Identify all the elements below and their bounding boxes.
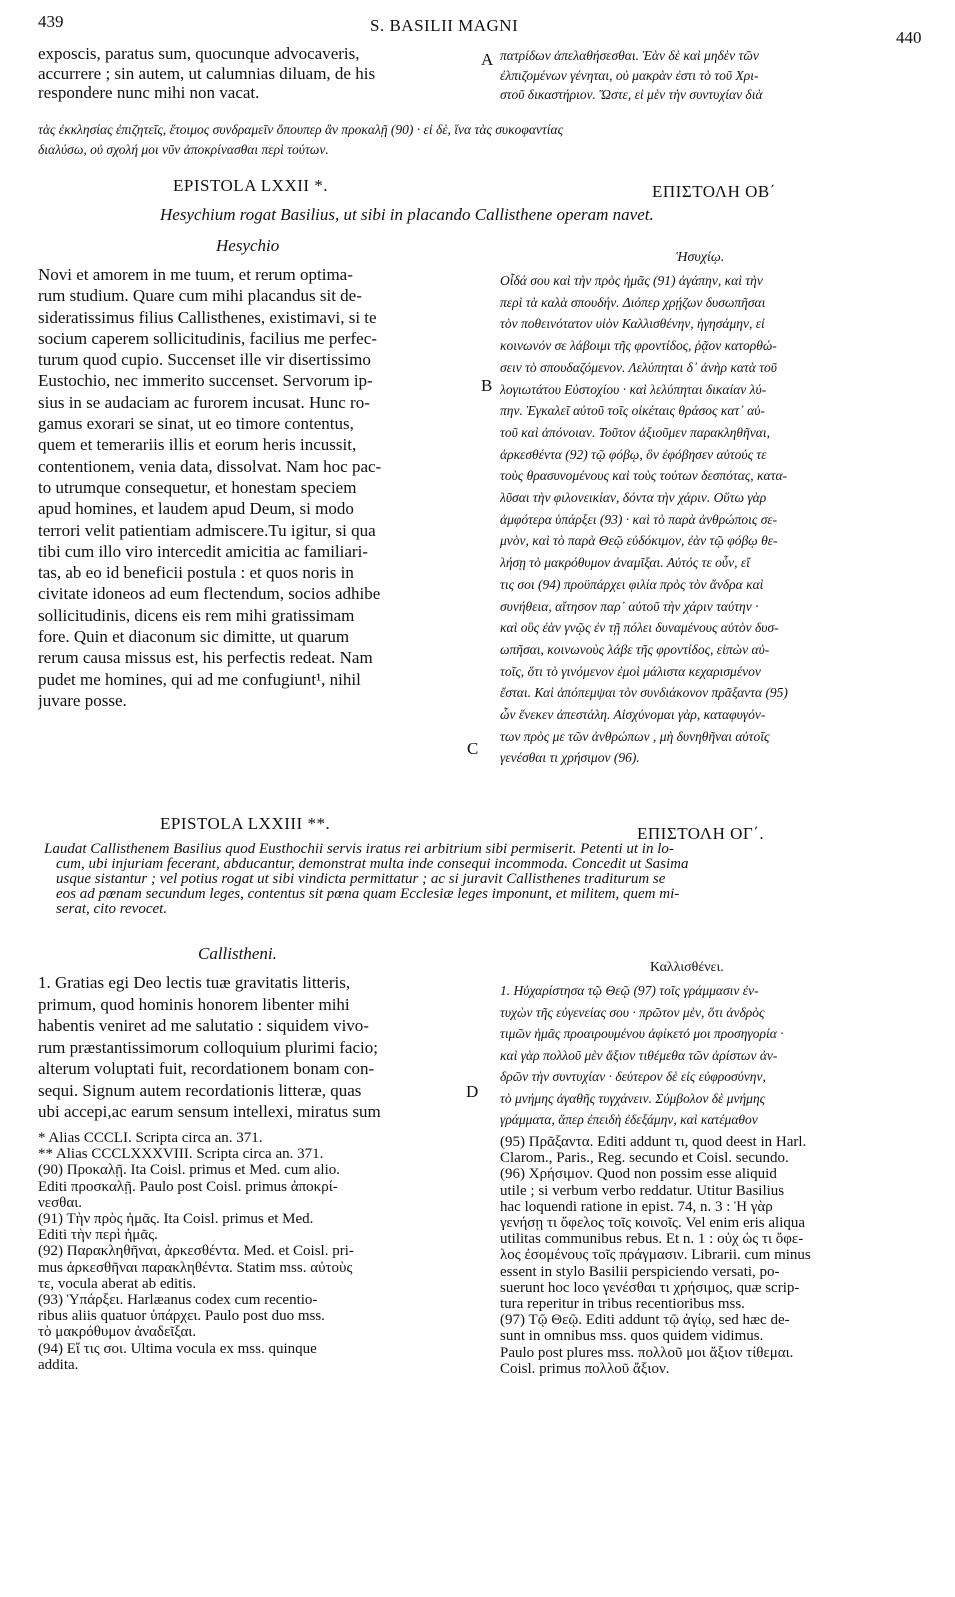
text-line: sideratissimus filius Callisthenes, existimavi, si te: [38, 307, 377, 327]
footnote-line: Paulo post plures mss. πολλοῦ μοι ἄξιον τίθεμαι.: [500, 1344, 794, 1361]
footnote-line: τε, vocula aberat ab editis.: [38, 1275, 197, 1292]
footnote-line: addita.: [38, 1356, 79, 1373]
text-line: γράμματα, ἅπερ ἐπειδὴ ἐδεξάμην, καὶ κατέμαθον: [500, 1112, 758, 1127]
footnote-line: (93) Ὑπάρξει. Harlæanus codex cum recentio-: [38, 1292, 318, 1309]
margin-letter-d: D: [466, 1082, 479, 1101]
footnotes-left: [38, 1130, 478, 1373]
epistola-72-heading-greek: ΕΠΙΣΤΟΛΗ ΟΒ΄: [652, 182, 776, 201]
text-line: Laudat Callisthenem Basilius quod Eusthochii servis iratus rei arbitrium sibi permiserit. Petenti ut in lo-: [44, 842, 674, 857]
epistola-72-summary: Hesychium rogat Basilius, ut sibi in placando Callisthene operam navet.: [160, 205, 654, 224]
footnote-line: (96) Χρήσιμον. Quod non possim esse aliquid: [500, 1166, 777, 1183]
text-line: περὶ τὰ καλὰ σπουδήν. Διόπερ χρῄζων δυσωπῆσαι: [500, 294, 766, 310]
epistola-72-heading-latin: EPISTOLA LXXII *.: [173, 176, 329, 195]
text-line: terrori velit patientiam admiscere.Tu igitur, si qua: [38, 520, 376, 540]
text-line: rum præstantissimorum colloquium plurimi facio;: [38, 1037, 378, 1057]
text-line: τοὺς θρασυνομένους καὶ τοὺς τούτων δεσπότας, κατα-: [500, 468, 788, 484]
text-line: turum quod cupio. Succenset ille vir disertissimo: [38, 350, 371, 370]
footnote-line: sunt in omnibus mss. quos quidem vidimus.: [500, 1328, 764, 1345]
footnote-line: Editi τὴν περὶ ἡμᾶς.: [38, 1227, 158, 1244]
footnote-line: (92) Παρακληθῆναι, ἀρκεσθέντα. Med. et Coisl. pri-: [38, 1243, 354, 1260]
footnote-line: (91) Τὴν πρὸς ἡμᾶς. Ita Coisl. primus et Med.: [38, 1211, 314, 1228]
text-line: serat, cito revocet.: [56, 902, 168, 917]
footnote-line: utilitas communibus rebus. Et n. 1 : οὐχ ὡς τι ὄφε-: [500, 1231, 804, 1248]
footnote-line: λος ἐσομένους τοῖς πράγμασιν. Librarii. cum minus: [500, 1247, 811, 1264]
text-line: σειν τὸ σπουδαζόμενον. Λελύπηται δ᾽ ἀνὴρ κατὰ τοῦ: [500, 359, 777, 375]
text-line: τὸ μνήμης ἀγαθῆς τυγχάνειν. Σύμβολον δὲ μνήμης: [500, 1090, 766, 1106]
footnote-line: (94) Εἴ τις σοι. Ultima vocula ex mss. quinque: [38, 1340, 317, 1357]
footnotes-right: [500, 1134, 930, 1377]
epistola-73-heading-latin: EPISTOLA LXXIII **.: [160, 814, 331, 833]
epistola-73-addressee-greek: Καλλισθένει.: [650, 960, 724, 975]
text-line: civitate idoneos ad eum flectendum, socios adhibe: [38, 584, 381, 604]
epistola-73-addressee-latin: Callistheni.: [198, 944, 277, 963]
text-line: δρῶν τὴν συντυχίαν · δεύτερον δὲ εἰς εὐφροσύνην,: [500, 1069, 766, 1084]
text-line: usque sistantur ; vel potius rogat ut sibi vindicta permittatur ; ac si juravit Callisthenes traditurum se: [56, 872, 666, 887]
footnote-line: γενήσῃ τι ὄφελος τοῖς κοινοῖς. Vel enim eris aliqua: [500, 1215, 806, 1232]
text-line: Οἶδά σου καὶ τὴν πρὸς ἡμᾶς (91) ἀγάπην, καὶ τὴν: [500, 273, 763, 288]
text-line: τὸν ποθεινότατον υἱὸν Καλλισθένην, ἡγησάμην, εἰ: [500, 316, 765, 332]
text-line: cum, ubi injuriam fecerant, abducantur, demonstrat multa inde consequi incommoda. Concedit ut Sasima: [56, 857, 689, 872]
text-line: ἀρκεσθέντα (92) τῷ φόβῳ, ὃν ἐφόβησεν αὐτούς τε: [500, 446, 767, 462]
text-line: rerum causa missus est, his perfectis redeat. Nam: [38, 648, 373, 668]
text-line: 1. Ηὐχαρίστησα τῷ Θεῷ (97) τοῖς γράμμασιν ἐν-: [500, 983, 759, 998]
text-line: tas, ab eo id beneficii postula : et quos noris in: [38, 563, 354, 583]
epistola-72-latin-text: [38, 264, 478, 711]
text-line: socium caperem sollicitudinis, facilius me perfec-: [38, 328, 377, 348]
text-line: to utrumque consequetur, et honestam speciem: [38, 477, 357, 497]
text-line: γενέσθαι τι χρήσιμον (96).: [500, 750, 640, 766]
text-line: τοῖς, ὅτι τὸ γινόμενον ἐμοὶ μάλιστα κεχαρισμένον: [500, 663, 761, 679]
text-line: Eustochio, nec immerito succenset. Servorum ip-: [38, 371, 373, 391]
text-line: habentis veniret ad me salutatio : siquidem vivo-: [38, 1016, 369, 1035]
epistola-73-latin-text: [38, 972, 478, 1123]
text-line: Novi et amorem in me tuum, et rerum optima-: [38, 265, 353, 284]
text-line: sollicitudinis, dicens eis rem mihi gratissimam: [38, 605, 355, 625]
text-line: alterum voluptati fuit, recordationem bonam con-: [38, 1059, 375, 1078]
page-number-right: 440: [896, 28, 922, 47]
footnote-line: suerunt hoc loco γενέσθαι τι χρήσιμος, quæ scrip-: [500, 1279, 800, 1296]
footnote-line: mus ἀρκεσθῆναι παρακληθέντα. Statim mss. αὐτοὺς: [38, 1259, 353, 1276]
text-line: ἀμφότερα ὑπάρξει (93) · καὶ τὸ παρὰ ἀνθρώποις σε-: [500, 511, 778, 527]
footnote-line: hac loquendi ratione in epist. 74, n. 3 : Ἡ γὰρ: [500, 1198, 773, 1215]
text-line: gamus exorari se sinat, ut eo timore contentus,: [38, 414, 354, 434]
text-line: κοινωνόν σε λάβοιμι τῆς φροντίδος, ῥᾷον κατορθώ-: [500, 338, 777, 354]
footnote-line: * Alias CCCLI. Scripta circa an. 371.: [38, 1130, 263, 1146]
text-line: πατρίδων ἀπελαθήσεσθαι. Ἐὰν δὲ καὶ μηδὲν τῶν: [500, 48, 759, 63]
text-line: ἔσται. Καὶ ἀπόπεμψαι τὸν συνδιάκονον πρᾶξαντα (95): [500, 685, 788, 701]
text-line: καὶ γὰρ πολλοῦ μὲν ἄξιον τιθέμεθα τῶν ἀρίστων ἀν-: [500, 1047, 778, 1063]
text-line: fore. Quin et diaconum sic dimitte, ut quarum: [38, 627, 350, 647]
footnote-line: essent in stylo Basilii perspiciendo versati, po-: [500, 1263, 780, 1280]
text-line: λῦσαι τὴν φιλονεικίαν, δόντα τὴν χάριν. Οὕτω γὰρ: [500, 490, 767, 506]
text-line: sequi. Signum autem recordationis litteræ, quas: [38, 1080, 362, 1100]
text-line: τιμῶν ἡμᾶς προαιρουμένου ἀφίκετό μοι προσηγορία ·: [500, 1026, 784, 1041]
page-number-left: 439: [38, 12, 64, 31]
footnote-line: Clarom., Paris., Reg. secundo et Coisl. secundo.: [500, 1150, 789, 1167]
footnote-line: τὸ μακρόθυμον ἀναδεῖξαι.: [38, 1324, 197, 1341]
text-line: apud homines, et laudem apud Deum, si modo: [38, 499, 354, 519]
text-line: juvare posse.: [38, 690, 127, 710]
text-line: respondere nunc mihi non vacat.: [38, 83, 260, 102]
epistola-73-greek-text: [500, 980, 930, 1131]
footnote-line: Editi προσκαλῇ. Paulo post Coisl. primus ἀποκρί-: [38, 1178, 338, 1195]
running-title: S. BASILII MAGNI: [370, 16, 519, 35]
epistola-72-greek-text: [500, 270, 930, 769]
text-line: διαλύσω, οὐ σχολή μοι νῦν ἀποκρίνασθαι περὶ τούτων.: [38, 141, 329, 157]
text-line: τὰς ἐκκλησίας ἐπιζητεῖς, ἕτοιμος συνδραμεῖν ὅπουπερ ἂν προκαλῇ (90) · εἰ δὲ, ἵνα τὰς συκοφαντίας: [38, 122, 564, 137]
text-line: sius in se audaciam ac furorem incusat. Hunc ro-: [38, 392, 370, 412]
text-line: exposcis, paratus sum, quocunque advocaveris,: [38, 44, 360, 63]
text-line: καὶ οὓς ἐὰν γνῷς ἐν τῇ πόλει δυναμένους αὐτὸν δυσ-: [500, 620, 779, 636]
epistola-73-heading-greek: ΕΠΙΣΤΟΛΗ ΟΓ΄.: [637, 824, 765, 843]
text-line: ὧν ἕνεκεν ἀπεστάλη. Αἰσχύνομαι γὰρ, καταφυγόν-: [500, 707, 766, 723]
text-line: quem et temerariis illis et eorum heris incussit,: [38, 435, 357, 455]
text-line: λογιωτάτου Εὐστοχίου · καὶ λελύπηται δικαίαν λύ-: [500, 381, 767, 397]
text-line: των πρὸς με τῶν ἀνθρώπων , μὴ δυνηθῆναι αὐτοῖς: [500, 728, 770, 744]
text-line: 1. Gratias egi Deo lectis tuæ gravitatis litteris,: [38, 973, 351, 992]
text-line: primum, quod hominis honorem libenter mihi: [38, 994, 350, 1014]
footnote-line: (95) Πρᾶξαντα. Editi addunt τι, quod deest in Harl.: [500, 1134, 807, 1150]
text-line: ἐλπιζομένων γένηται, οὐ μακρὰν ἐστι τὸ τοῦ Χρι-: [500, 67, 759, 83]
text-line: contentionem, venia data, dissolvat. Nam hoc pac-: [38, 456, 382, 476]
text-line: μνὸν, καὶ τὸ παρὰ Θεῷ εὐδόκιμον, ἐὰν τῷ φόβῳ θε-: [500, 533, 778, 549]
footnote-line: tura reperitur in tribus recentioribus mss.: [500, 1296, 745, 1313]
text-line: τις σοι (94) προϋπάρχει φιλία πρὸς τὸν ἄνδρα καὶ: [500, 576, 764, 592]
footnote-line: (90) Προκαλῇ. Ita Coisl. primus et Med. cum alio.: [38, 1162, 341, 1179]
epistola-72-addressee-greek: Ἡσυχίῳ.: [676, 250, 725, 265]
text-line: accurrere ; sin autem, ut calumnias diluam, de his: [38, 63, 376, 83]
top-greek-right-block: [500, 46, 930, 105]
footnote-line: ** Alias CCCLXXXVIII. Scripta circa an. 371.: [38, 1146, 324, 1163]
top-latin-block: [38, 44, 478, 103]
text-line: τοῦ καὶ ἀπόνοιαν. Τοῦτον ἀξιοῦμεν παρακληθῆναι,: [500, 424, 770, 440]
margin-letter-c: C: [467, 739, 479, 758]
footnote-line: utile ; si verbum verbo reddatur. Utitur Basilius: [500, 1182, 785, 1199]
text-line: tibi cum illo viro intercedit amicitia ac familiari-: [38, 541, 368, 561]
text-line: rum studium. Quare cum mihi placandus sit de-: [38, 286, 362, 306]
text-line: ubi accepi,ac earum sensum intellexi, miratus sum: [38, 1102, 381, 1121]
epistola-72-addressee-latin: Hesychio: [216, 236, 280, 255]
text-line: eos ad pœnam secundum leges, contentus sit pœna quam Ecclesiæ leges imponunt, et militem, quem mi-: [56, 887, 680, 902]
text-line: στοῦ δικαστήριον. Ὥστε, εἰ μὲν τὴν συντυχίαν διὰ: [500, 87, 763, 102]
margin-letter-a: A: [481, 50, 494, 69]
footnote-line: Coisl. primus πολλοῦ ἄξιον.: [500, 1360, 670, 1377]
footnote-line: (97) Τῷ Θεῷ. Editi addunt τῷ ἁγίῳ, sed hæc de-: [500, 1312, 790, 1329]
text-line: λήσῃ τὸ μακρόθυμον ἀναμῖξαι. Αὐτός τε οὖν, εἴ: [500, 555, 750, 571]
text-line: ωπῆσαι, κοινωνοὺς λάβε τῆς φροντίδος, εἰπὼν αὐ-: [500, 641, 770, 657]
epistola-73-summary: [44, 842, 924, 917]
top-greek-full-block: [38, 120, 928, 159]
text-line: pudet me homines, qui ad me confugiunt¹, nihil: [38, 669, 361, 689]
text-line: πην. Ἐγκαλεῖ αὐτοῦ τοῖς οἰκέταις θράσος κατ᾽ αὐ-: [500, 403, 765, 419]
text-line: τυχὼν τῆς εὐγενείας σου · πρῶτον μὲν, ὅτι ἀνδρὸς: [500, 1004, 765, 1020]
footnote-line: νεσθαι.: [38, 1194, 82, 1211]
text-line: συνήθεια, αἴτησον παρ᾽ αὐτοῦ τὴν χάριν ταύτην ·: [500, 598, 759, 614]
margin-letter-b: B: [481, 376, 493, 395]
footnote-line: ribus aliis quatuor ὑπάρχει. Paulo post duo mss.: [38, 1308, 325, 1325]
